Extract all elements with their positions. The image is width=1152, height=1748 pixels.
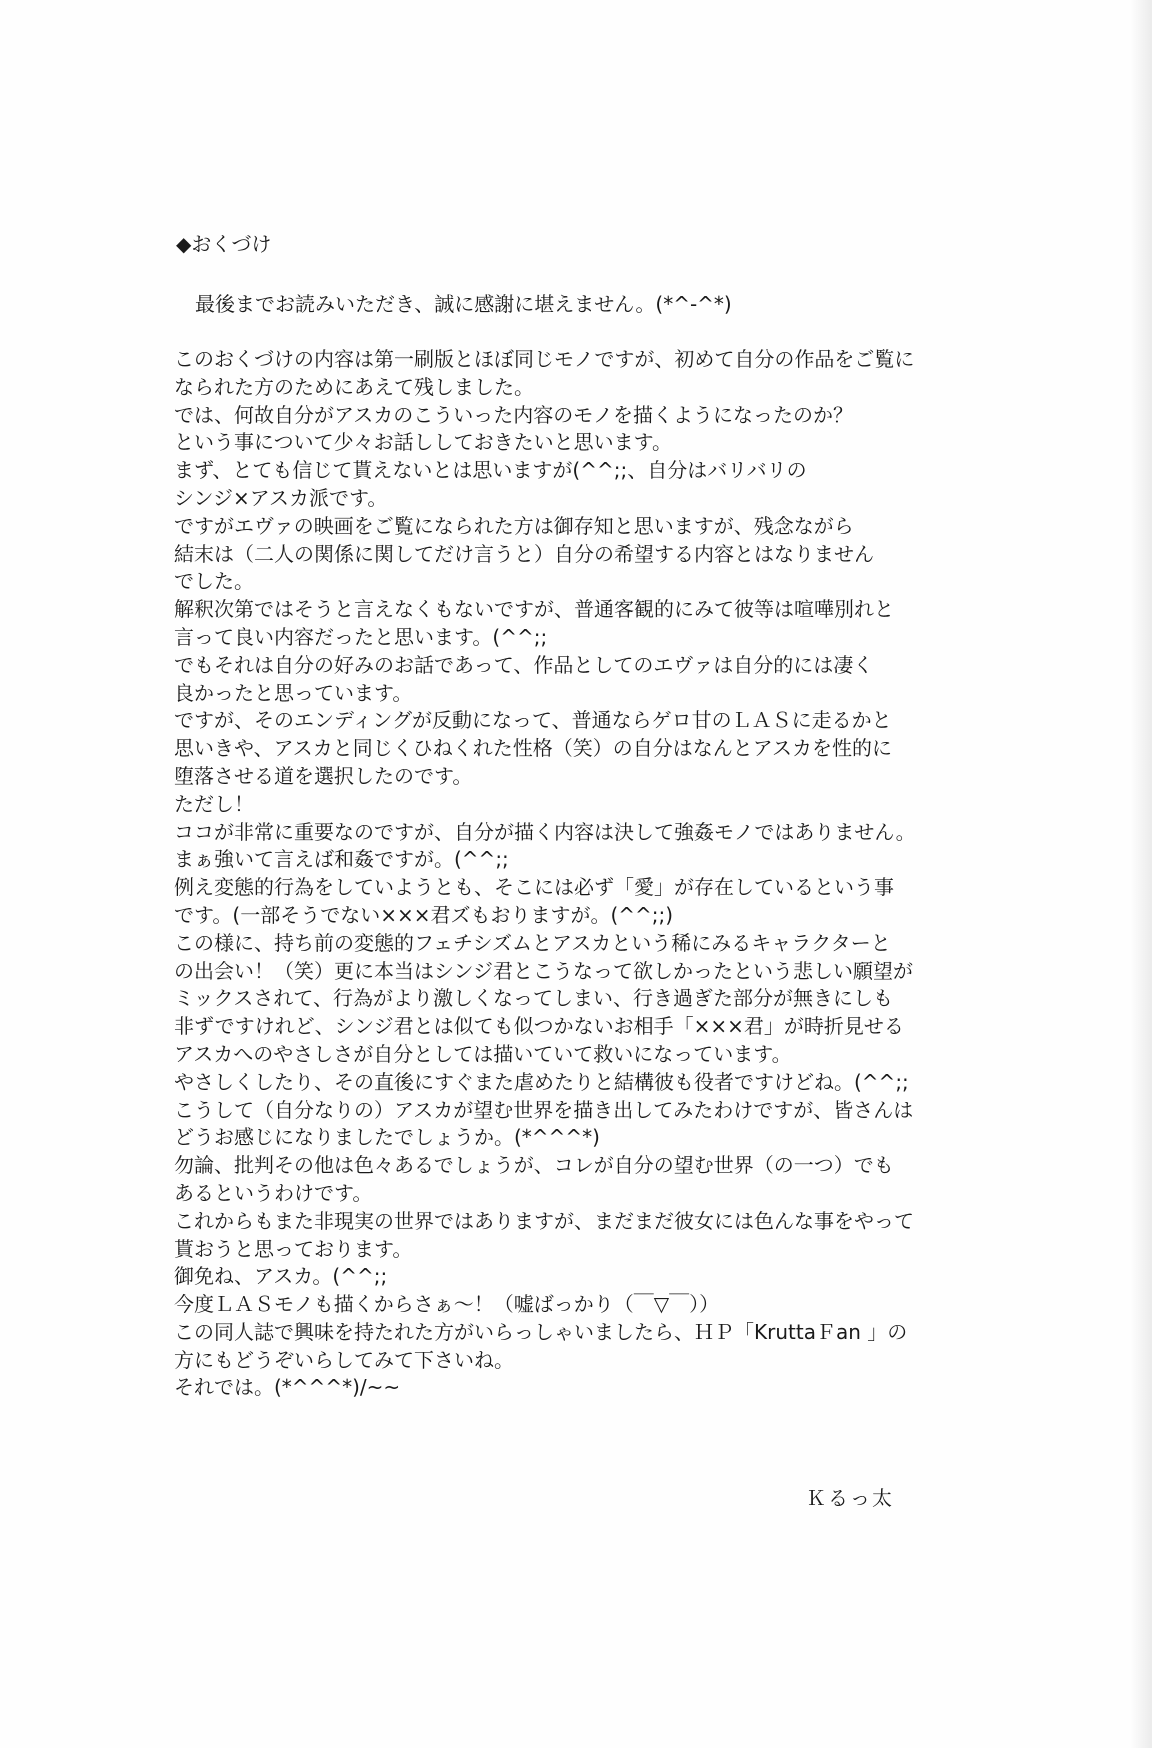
body-line: ミックスされて、行為がより激しくなってしまい、行き過ぎた部分が無きにしも	[174, 986, 893, 1011]
body-line: あるというわけです。	[174, 1180, 373, 1205]
intro-paragraph: 最後までお読みいただき、誠に感謝に堪えません。(*^-^*)	[195, 292, 732, 316]
body-line: この同人誌で興味を持たれた方がいらっしゃいましたら、ＨＰ「KruttaＦan 」の	[174, 1319, 908, 1344]
body-line: ただし！	[174, 791, 254, 816]
body-line: 言って良い内容だったと思います。(^^;;	[174, 624, 548, 649]
body-line: 良かったと思っています。	[174, 680, 413, 705]
body-line: 勿論、批判その他は色々あるでしょうが、コレが自分の望む世界（の一つ）でも	[174, 1153, 894, 1178]
body-line: まず、とても信じて貰えないとは思いますが(^^;;、自分はバリバリの	[174, 458, 807, 483]
body-line: 堕落させる道を選択したのです。	[174, 763, 473, 788]
body-line: このおくづけの内容は第一刷版とほぼ同じモノですが、初めて自分の作品をご覧に	[174, 347, 915, 371]
page-edge-shadow	[1130, 0, 1152, 1748]
body-line: では、何故自分がアスカのこういった内容のモノを描くようになったのか？	[174, 402, 853, 427]
body-line: でした。	[174, 569, 254, 594]
body-line: 方にもどうぞいらしてみて下さいね。	[174, 1347, 514, 1372]
body-line: 思いきや、アスカと同じくひねくれた性格（笑）の自分はなんとアスカを性的に	[174, 736, 892, 761]
body-line: 解釈次第ではそうと言えなくもないですが、普通客観的にみて彼等は喧嘩別れと	[174, 597, 894, 622]
body-line: の出会い！（笑）更に本当はシンジ君とこうなって欲しかったという悲しい願望が	[174, 958, 913, 983]
body-line: 非ずですけれど、シンジ君とは似ても似つかないお相手「×××君」が時折見せる	[174, 1014, 904, 1039]
body-line: なられた方のためにあえて残しました。	[174, 374, 534, 399]
body-line: ですが、そのエンディングが反動になって、普通ならゲロ甘のＬＡＳに走るかと	[174, 708, 892, 733]
body-line: 御免ね、アスカ。(^^;;	[174, 1264, 388, 1289]
body-line: でもそれは自分の好みのお話であって、作品としてのエヴァは自分的には凄く	[174, 652, 874, 677]
body-line: 今度ＬＡＳモノも描くからさぁ〜！（嘘ばっかり（￣▽￣））	[174, 1292, 720, 1317]
body-line: 貰おうと思っております。	[174, 1236, 413, 1261]
body-line: アスカへのやさしさが自分としては描いていて救いになっています。	[174, 1041, 792, 1066]
body-line: この様に、持ち前の変態的フェチシズムとアスカという稀にみるキャラクターと	[174, 930, 891, 955]
author-signature: Ｋるっ太	[806, 1486, 894, 1510]
afterword-body	[174, 346, 916, 1402]
body-line: まぁ強いて言えば和姦ですが。(^^;;	[174, 847, 509, 872]
body-line: です。(一部そうでない×××君ズもおりますが。(^^;;)	[174, 902, 674, 927]
body-line: やさしくしたり、その直後にすぐまた虐めたりと結構彼も役者ですけどね。(^^;;	[174, 1069, 909, 1094]
body-line: こうして（自分なりの）アスカが望む世界を描き出してみたわけですが、皆さんは	[174, 1097, 914, 1122]
body-line: シンジ×アスカ派です。	[174, 485, 388, 510]
afterword-heading: ◆おくづけ	[176, 232, 272, 256]
body-line: どうお感じになりましたでしょうか。(*^^^*)	[174, 1125, 600, 1150]
body-line: ですがエヴァの映画をご覧になられた方は御存知と思いますが、残念ながら	[174, 513, 854, 538]
body-line: 結末は（二人の関係に関してだけ言うと）自分の希望する内容とはなりません	[174, 541, 874, 566]
body-line: ココが非常に重要なのですが、自分が描く内容は決して強姦モノではありません。	[174, 819, 916, 844]
body-line: これからもまた非現実の世界ではありますが、まだまだ彼女には色んな事をやって	[174, 1208, 914, 1233]
body-line: という事について少々お話ししておきたいと思います。	[174, 430, 672, 455]
body-line: 例え変態的行為をしていようとも、そこには必ず「愛」が存在しているという事	[174, 875, 894, 900]
body-line: それでは。(*^^^*)/~~	[174, 1375, 401, 1400]
